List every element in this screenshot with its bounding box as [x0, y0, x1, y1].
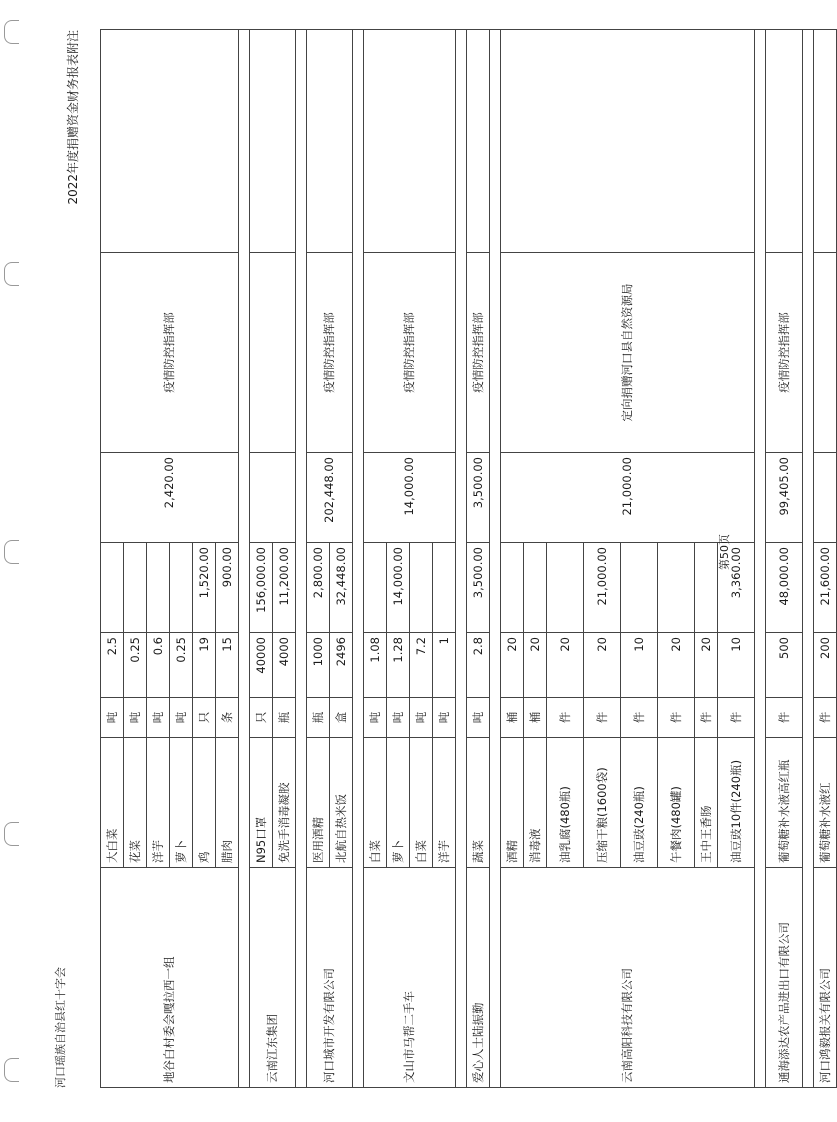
row-gap [353, 30, 364, 1088]
amount-cell [101, 543, 124, 633]
gap-cell [755, 30, 766, 1088]
gap-cell [803, 30, 814, 1088]
unit-cell: 只 [193, 698, 216, 738]
gap-cell [490, 30, 501, 1088]
org-header: 河口瑶族自治县红十字会 [54, 967, 67, 1088]
row-gap [456, 30, 467, 1088]
binder-hole [4, 822, 19, 846]
table-row [364, 30, 387, 1088]
quantity-cell: 7.2 [410, 633, 433, 698]
note-cell [467, 30, 490, 253]
unit-cell: 吨 [467, 698, 490, 738]
quantity-cell: 20 [584, 633, 621, 698]
row-gap [803, 30, 814, 1088]
unit-cell: 瓶 [307, 698, 330, 738]
recipient-cell: 疫情防控指挥部 [307, 253, 353, 453]
quantity-cell: 0.25 [124, 633, 147, 698]
recipient-cell: 疫情防控指挥部 [364, 253, 456, 453]
amount-cell [433, 543, 456, 633]
recipient-cell [814, 253, 837, 453]
total-cell: 14,000.00 [364, 453, 456, 543]
item-name-cell: 压缩干粮(1600袋) [584, 738, 621, 868]
row-gap [296, 30, 307, 1088]
donor-cell: 通海添达农产品进出口有限公司 [766, 868, 803, 1088]
unit-cell: 盒 [330, 698, 353, 738]
gap-cell [239, 30, 250, 1088]
item-name-cell: 白菜 [364, 738, 387, 868]
binder-hole [4, 262, 19, 286]
unit-cell: 条 [216, 698, 239, 738]
total-cell: 2,420.00 [101, 453, 239, 543]
unit-cell: 件 [584, 698, 621, 738]
quantity-cell: 1000 [307, 633, 330, 698]
page-number: 第50页 [718, 534, 731, 570]
note-cell [766, 30, 803, 253]
item-name-cell: 王中王香肠 [695, 738, 718, 868]
table-row [101, 30, 124, 1088]
item-name-cell: 午餐肉(480罐) [658, 738, 695, 868]
amount-cell: 156,000.00 [250, 543, 273, 633]
amount-cell [658, 543, 695, 633]
binder-hole [4, 1058, 19, 1082]
unit-cell: 吨 [433, 698, 456, 738]
item-name-cell: 腊肉 [216, 738, 239, 868]
item-name-cell: 蔬菜 [467, 738, 490, 868]
note-cell [101, 30, 239, 253]
item-name-cell: 北航自热米饭 [330, 738, 353, 868]
amount-cell: 2,800.00 [307, 543, 330, 633]
unit-cell: 件 [621, 698, 658, 738]
row-gap [239, 30, 250, 1088]
unit-cell: 只 [250, 698, 273, 738]
row-gap [490, 30, 501, 1088]
item-name-cell: 油豆豉10件(240瓶) [718, 738, 755, 868]
unit-cell: 件 [718, 698, 755, 738]
item-name-cell: 大白菜 [101, 738, 124, 868]
amount-cell: 900.00 [216, 543, 239, 633]
unit-cell: 桶 [501, 698, 524, 738]
total-cell [814, 453, 837, 543]
donor-cell: 地谷白村委会嘎拉西一组 [101, 868, 239, 1088]
donor-cell: 文山市马帮二手车 [364, 868, 456, 1088]
unit-cell: 件 [547, 698, 584, 738]
item-name-cell: 萝卜 [387, 738, 410, 868]
rotated-table-area [54, 30, 832, 1088]
quantity-cell: 2.5 [101, 633, 124, 698]
total-cell [250, 453, 296, 543]
gap-cell [353, 30, 364, 1088]
total-cell: 202,448.00 [307, 453, 353, 543]
quantity-cell: 10 [621, 633, 658, 698]
item-name-cell: 鸡 [193, 738, 216, 868]
unit-cell: 瓶 [273, 698, 296, 738]
amount-cell [364, 543, 387, 633]
quantity-cell: 0.6 [147, 633, 170, 698]
note-cell [364, 30, 456, 253]
total-cell: 21,000.00 [501, 453, 755, 543]
donor-cell: 河口鸿毅报关有限公司 [814, 868, 837, 1088]
amount-cell: 32,448.00 [330, 543, 353, 633]
unit-cell: 吨 [410, 698, 433, 738]
item-name-cell: 萝卜 [170, 738, 193, 868]
report-title: 2022年度捐赠资金财务报表附注 [66, 30, 80, 205]
table-row [766, 30, 803, 1088]
recipient-cell: 疫情防控指挥部 [101, 253, 239, 453]
unit-cell: 吨 [170, 698, 193, 738]
table-row [814, 30, 837, 1088]
recipient-cell [250, 253, 296, 453]
quantity-cell: 2496 [330, 633, 353, 698]
table-row [307, 30, 330, 1088]
quantity-cell: 1 [433, 633, 456, 698]
total-cell: 99,405.00 [766, 453, 803, 543]
amount-cell [147, 543, 170, 633]
note-cell [814, 30, 837, 253]
donor-cell: 云南江东集团 [250, 868, 296, 1088]
quantity-cell: 15 [216, 633, 239, 698]
note-cell [501, 30, 755, 253]
item-name-cell: 葡萄糖补水液红 [814, 738, 837, 868]
unit-cell: 件 [766, 698, 803, 738]
note-cell [307, 30, 353, 253]
amount-cell: 11,200.00 [273, 543, 296, 633]
quantity-cell: 1.28 [387, 633, 410, 698]
quantity-cell: 20 [695, 633, 718, 698]
item-name-cell: 葡萄糖补水液高红瓶 [766, 738, 803, 868]
donor-cell: 云南高阳科技有限公司 [501, 868, 755, 1088]
gap-cell [456, 30, 467, 1088]
unit-cell: 吨 [387, 698, 410, 738]
amount-cell: 14,000.00 [387, 543, 410, 633]
amount-cell: 21,600.00 [814, 543, 837, 633]
amount-cell [621, 543, 658, 633]
quantity-cell: 20 [501, 633, 524, 698]
unit-cell: 件 [695, 698, 718, 738]
item-name-cell: 医用酒精 [307, 738, 330, 868]
item-name-cell: 花菜 [124, 738, 147, 868]
amount-cell [124, 543, 147, 633]
quantity-cell: 20 [547, 633, 584, 698]
donor-cell: 爱心人士陆振勤 [467, 868, 490, 1088]
quantity-cell: 0.25 [170, 633, 193, 698]
recipient-cell: 定向捐赠河口县自然资源局 [501, 253, 755, 453]
unit-cell: 吨 [124, 698, 147, 738]
recipient-cell: 疫情防控指挥部 [467, 253, 490, 453]
item-name-cell: 油豆豉(240瓶) [621, 738, 658, 868]
item-name-cell: N95口罩 [250, 738, 273, 868]
unit-cell: 件 [814, 698, 837, 738]
note-cell [250, 30, 296, 253]
item-name-cell: 消毒液 [524, 738, 547, 868]
item-name-cell: 油乳腐(480瓶) [547, 738, 584, 868]
row-gap [755, 30, 766, 1088]
recipient-cell: 疫情防控指挥部 [766, 253, 803, 453]
item-name-cell: 洋芋 [147, 738, 170, 868]
quantity-cell: 2.8 [467, 633, 490, 698]
amount-cell: 3,500.00 [467, 543, 490, 633]
gap-cell [296, 30, 307, 1088]
quantity-cell: 19 [193, 633, 216, 698]
item-name-cell: 酒精 [501, 738, 524, 868]
quantity-cell: 1.08 [364, 633, 387, 698]
amount-cell: 1,520.00 [193, 543, 216, 633]
quantity-cell: 20 [658, 633, 695, 698]
quantity-cell: 10 [718, 633, 755, 698]
binder-hole [4, 540, 19, 564]
amount-cell [547, 543, 584, 633]
amount-cell [170, 543, 193, 633]
quantity-cell: 500 [766, 633, 803, 698]
unit-cell: 件 [658, 698, 695, 738]
unit-cell: 吨 [101, 698, 124, 738]
table-row [467, 30, 490, 1088]
item-name-cell: 白菜 [410, 738, 433, 868]
quantity-cell: 4000 [273, 633, 296, 698]
quantity-cell: 20 [524, 633, 547, 698]
amount-cell: 3,360.00 [718, 543, 755, 633]
table-row [501, 30, 524, 1088]
amount-cell [695, 543, 718, 633]
amount-cell [501, 543, 524, 633]
unit-cell: 吨 [364, 698, 387, 738]
amount-cell: 48,000.00 [766, 543, 803, 633]
amount-cell: 21,000.00 [584, 543, 621, 633]
unit-cell: 吨 [147, 698, 170, 738]
table-row [250, 30, 273, 1088]
unit-cell: 桶 [524, 698, 547, 738]
amount-cell [410, 543, 433, 633]
quantity-cell: 200 [814, 633, 837, 698]
binder-hole [4, 20, 19, 44]
amount-cell [524, 543, 547, 633]
quantity-cell: 40000 [250, 633, 273, 698]
donor-cell: 河口城市开发有限公司 [307, 868, 353, 1088]
item-name-cell: 免洗手消毒凝胶 [273, 738, 296, 868]
total-cell: 3,500.00 [467, 453, 490, 543]
item-name-cell: 洋芋 [433, 738, 456, 868]
